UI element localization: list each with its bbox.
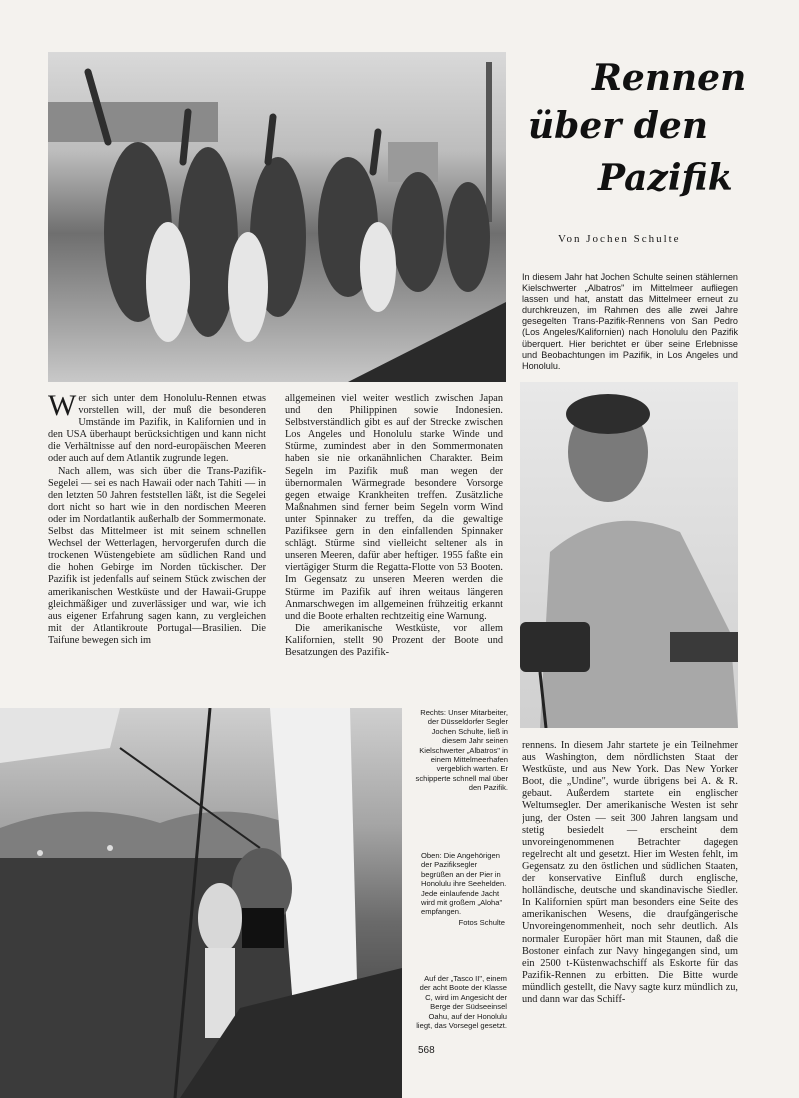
caption-crowd-photo: Oben: Die Angehörigen der Pazifiksegler begrüßen an der Pier in Honolulu ihre Seehelden. Jede einlaufende Jacht wird mit großem „Aloha" empfangen. <box>421 851 507 917</box>
byline: Von Jochen Schulte <box>558 233 681 245</box>
article-title-line-3: Pazifik <box>598 157 733 199</box>
photo-tasco-ii-deck <box>0 708 402 1098</box>
column3-paragraph-1: rennens. In diesem Jahr startete je ein Teilnehmer aus Washington, dem nördlichsten Staat der Westküste, und aus New York. Das New Yorker Boot, die „Undine", wurde übrigens bei A. & R. gebaut. Außerdem startete ein englischer Weltumsegler. Der amerikanische Westen ist sehr jung, der Osten — seit 300 Jahren langsam und stetig besiedelt — erscheint dem unvoreingenommenen Betrachter dagegen regelrecht alt und gesetzt. Hier im Westen fehlt, im Gegensatz zu den östlichen und südlichen Staaten, der konservative Einfluß durch englische, holländische, deutsche und skandinavische Siedler. In Kalifornien spürt man besonders eine Seite des amerikanischen Wesens, die draufgängerische Unvoreingenommenheit, noch sehr deutlich. Als normaler Europäer hört man mit Staunen, daß die Bostoner einfach zur Navy hingegangen sind, um ein 2500 t-Küstenwachschiff als Eskorte für das Pazifik-Rennen zu erbitten. Die Bitte wurde mündlich gestellt, die Navy sagte kurz mündlich zu, und dann war das Schiff- <box>522 740 738 1005</box>
page-number: 568 <box>418 1045 435 1056</box>
column1-paragraph-2: Nach allem, was sich über die Trans-Pazifik-Segelei — sei es nach Hawaii oder nach Tahiti — in den letzten 50 Jahren feststellen läßt, ist die Segelei dort nicht so hart wie in den nordischen Meeren oder im Nordatlantik außerhalb der Sommermonate. Selbst das Mittelmeer ist mit seinem schnellen Wechsel der Wetterlagen, hervorgerufen durch die trockenen Wüstengebiete am südlichen Rand und die hohen Gebirge im Norden tückischer. Der Pazifik ist jedenfalls auf seinem Stück zwischen der amerikanischen Westküste und der Hawaii-Gruppe gleichmäßiger und zuverlässiger und war, wie ich aus eigener Erfahrung sagen kann, zu vergleichen mit der Atlantikroute Portugal—Brasilien. Die Taifune bewegen sich im <box>48 465 266 646</box>
caption-sailing-photo: Auf der „Tasco II", einem der acht Boote der Klasse C, wird im Angesicht der Berge der Südseeinsel Oahu, auf der Honolulu liegt, das Vorsegel gesetzt. <box>416 974 507 1031</box>
article-column-1 <box>48 393 266 701</box>
column1-paragraph-1-text: er sich unter dem Honolulu-Rennen etwas vorstellen will, der muß die besonderen Umstände im Pazifik, in Kalifornien und in den USA überhaupt berücksichtigen und kann nicht die Verhältnisse auf den nord-europäischen Meeren oder auch auf dem Atlantik zugrunde legen. <box>48 393 266 465</box>
column2-paragraph-2: Die amerikanische Westküste, vor allem Kalifornien, stellt 90 Prozent der Boote und Besatzungen des Pazifik- <box>285 622 503 658</box>
article-column-2 <box>285 393 503 701</box>
article-title-line-2: über den <box>528 105 708 147</box>
photo-portrait-jochen-schulte <box>520 382 738 728</box>
column1-paragraph-1 <box>48 393 266 466</box>
drop-cap: W <box>48 393 77 422</box>
article-column-3 <box>522 740 738 1060</box>
photo-credit: Fotos Schulte <box>458 918 505 927</box>
intro-paragraph: In diesem Jahr hat Jochen Schulte seinen stählernen Kielschwerter „Albatros" im Mittelmeer aufliegen lassen und hat, anstatt das Mittelmeer erneut zu durchkreuzen, im Rahmen des alle zwei Jahre gesegelten Trans-Pazifik-Rennens von San Pedro (Los Angeles/Kalifornien) nach Honolulu den Pazifik überquert. Hier berichtet er über seine Erlebnisse und Beobachtungen im Pazifik, in Los Angeles und Honolulu. <box>522 272 738 371</box>
article-title-line-1: Rennen <box>592 57 747 99</box>
caption-portrait: Rechts: Unser Mitarbeiter, der Düsseldorfer Segler Jochen Schulte, ließ in diesem Jahr seinen Kielschwerter „Albatros" in einem Mittelmeerhafen vergeblich warten. Er schipperte schnell mal über den Pazifik. <box>415 708 508 793</box>
photo-crowd-pier <box>48 52 506 382</box>
column2-paragraph-1: allgemeinen viel weiter westlich zwischen Japan und den Philippinen sowie Indonesien. Selbstverständlich gibt es auf der Strecke zwischen Los Angeles und Honolulu starke Winde und Stürme, zumindest aber in den Sommermonaten haben sie nie orkanähnlichen Charakter. Beim Segeln im Pazifik muß man wegen der übernormalen Wärmegrade besondere Vorsorge gegen etwaige Krankheiten treffen. Zusätzliche Maßnahmen sind ferner beim Segeln vorm Wind unter Spinnaker zu treffen, da die gewaltige Pazifiksee gern in den einfallenden Spinnaker schlägt. Stürme sind vielleicht seltener als in unseren Meeren, dafür aber heftiger. 1955 faßte ein viertägiger Sturm die Regatta-Flotte von 53 Booten. Im Gegensatz zu unseren Meeren werden die Stürme im Pazifik auf ihren weitaus längeren Anmarschwegen im allgemeinen frühzeitig erkannt und die Boote erhalten rechtzeitig eine Warnung. <box>285 393 503 622</box>
